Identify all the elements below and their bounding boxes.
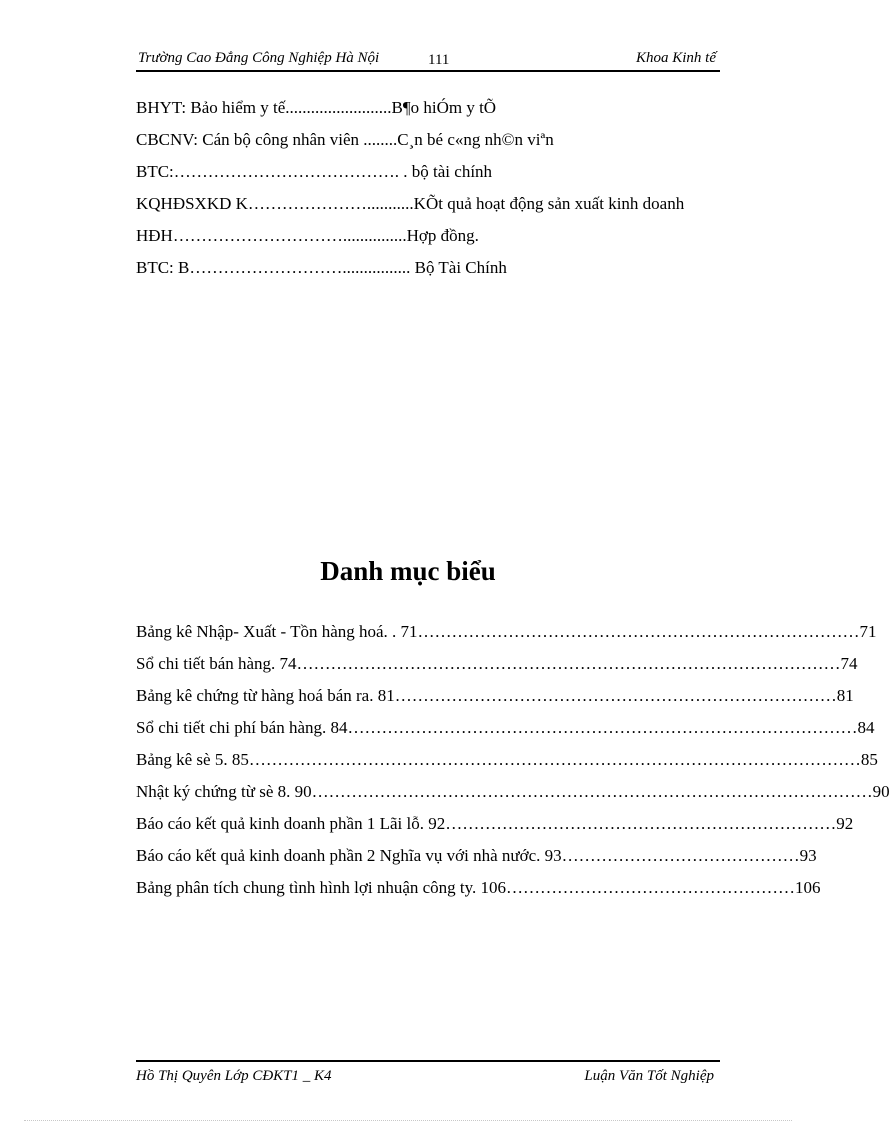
page-footer (136, 1060, 720, 1088)
toc-entry-leader: …………………………………… (561, 846, 800, 865)
toc-entry-leader: …………………………………………………………………… (394, 686, 837, 705)
toc-entry[interactable] (136, 844, 817, 876)
toc-entry-page: 106 (795, 878, 821, 897)
table-of-charts (136, 620, 890, 908)
toc-entry-page: 90 (872, 782, 890, 801)
toc-entry-label: Bảng phân tích chung tình hình lợi nhuận công ty. 106 (136, 878, 507, 897)
page-header (136, 48, 720, 72)
toc-entry-page: 93 (799, 846, 817, 865)
page-break-divider (24, 1120, 792, 1121)
toc-entry-label: Sổ chi tiết bán hàng. 74 (136, 654, 297, 673)
abbreviation-row: CBCNV: Cán bộ công nhân viên ........C¸n bé c«ng nh©n viªn (136, 130, 554, 149)
toc-entry-leader: …………………………………………………………………………………… (296, 654, 841, 673)
toc-entry[interactable] (136, 876, 821, 908)
toc-entry-label: Bảng kê Nhập- Xuất - Tồn hàng hoá. . 71 (136, 622, 418, 641)
header-page-number: 111 (428, 52, 450, 68)
toc-entry-leader: …………………………………………… (506, 878, 796, 897)
toc-entry-page: 81 (836, 686, 854, 705)
toc-entry-leader: ……………………………………………………………………………………………… (248, 750, 861, 769)
toc-entry[interactable] (136, 780, 890, 812)
abbreviation-row: BHYT: Bảo hiểm y tế.........................B¶o hiÓm y tÕ (136, 98, 497, 117)
footer-author: Hồ Thị Quyên Lớp CĐKT1 _ K4 (136, 1068, 332, 1084)
toc-entry[interactable] (136, 812, 854, 844)
toc-entry[interactable] (136, 748, 878, 780)
toc-entry-label: Bảng kê chứng từ hàng hoá bán ra. 81 (136, 686, 395, 705)
toc-entry-label: Báo cáo kết quả kinh doanh phần 1 Lãi lỗ. 92 (136, 814, 446, 833)
header-school: Trường Cao Đẳng Công Nghiệp Hà Nội (138, 50, 380, 66)
toc-entry-page: 71 (859, 622, 877, 641)
toc-entry[interactable] (136, 652, 858, 684)
toc-entry-label: Bảng kê sè 5. 85 (136, 750, 249, 769)
header-faculty: Khoa Kinh tế (635, 50, 716, 66)
abbreviation-list (136, 96, 684, 288)
abbreviation-row: KQHĐSXKD K…………………...........KÕt quả hoạt động sản xuất kinh doanh (136, 194, 685, 213)
toc-entry-leader: ……………………………………………………………………………………… (311, 782, 873, 801)
toc-entry[interactable] (136, 620, 877, 652)
abbreviation-row: HĐH…………………………...............Hợp đồng. (136, 226, 479, 245)
toc-entry-page: 84 (857, 718, 875, 737)
toc-entry-page: 74 (840, 654, 858, 673)
toc-entry[interactable] (136, 716, 875, 748)
toc-entry-label: Nhật ký chứng từ sè 8. 90 (136, 782, 312, 801)
toc-entry-page: 85 (860, 750, 878, 769)
toc-entry-page: 92 (836, 814, 854, 833)
toc-entry-label: Báo cáo kết quả kinh doanh phần 2 Nghĩa vụ với nhà nước. 93 (136, 846, 562, 865)
footer-doc-type: Luận Văn Tốt Nghiệp (584, 1068, 714, 1084)
abbreviation-row: BTC:…………………………………. . bộ tài chính (136, 162, 493, 181)
section-title: Danh mục biểu (320, 556, 496, 586)
abbreviation-row: BTC: B………………………................ Bộ Tài Chính (136, 258, 507, 277)
toc-entry[interactable] (136, 684, 854, 716)
toc-entry-leader: …………………………………………………………… (445, 814, 837, 833)
toc-entry-leader: ……………………………………………………………………………… (347, 718, 858, 737)
toc-entry-label: Sổ chi tiết chi phí bán hàng. 84 (136, 718, 348, 737)
toc-entry-leader: …………………………………………………………………… (417, 622, 860, 641)
